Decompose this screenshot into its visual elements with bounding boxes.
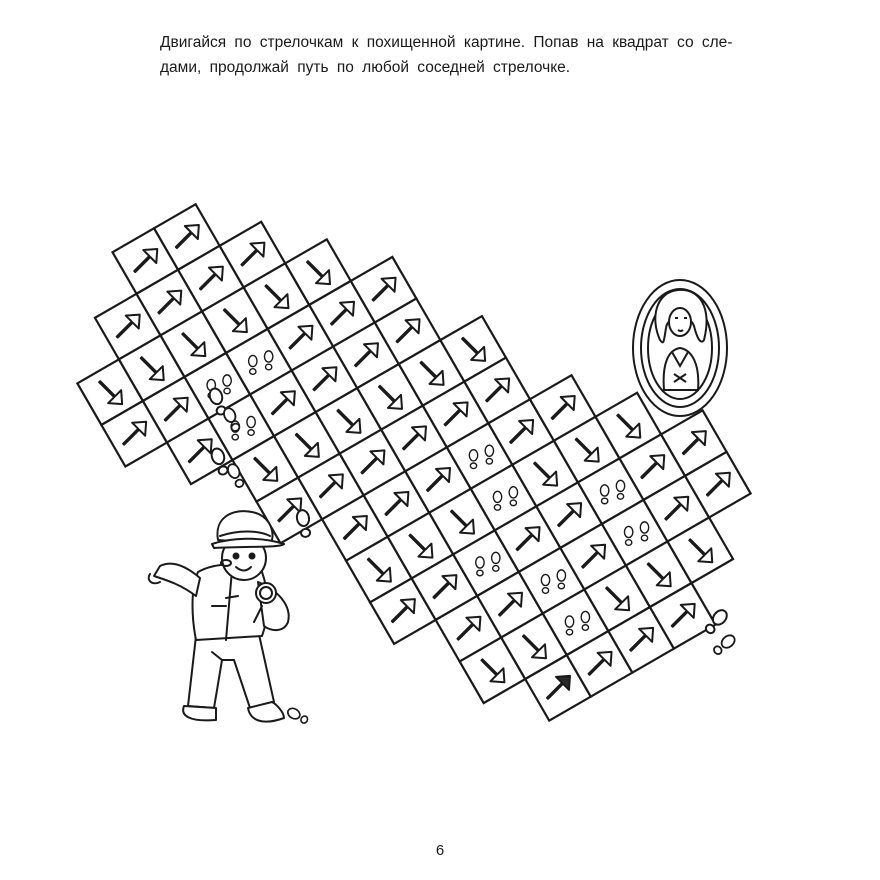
footprint-icon	[616, 480, 624, 499]
stolen-portrait	[633, 280, 727, 416]
footprint-icon	[493, 491, 501, 510]
footprint-icon	[223, 375, 231, 394]
footprint-icon	[249, 355, 257, 374]
footprint-icon	[565, 616, 573, 635]
footprint-icon	[581, 611, 589, 630]
footprint-icon	[485, 445, 493, 464]
footprint-icon	[541, 574, 549, 593]
footprint-icon	[469, 450, 477, 469]
page-number: 6	[435, 842, 445, 859]
footprint-icon	[600, 485, 608, 504]
instruction-line-2: дами, продолжай путь по любой соседней стрелочке.	[160, 59, 571, 76]
maze-grid	[29, 36, 798, 840]
footprint-icon	[247, 416, 255, 435]
instruction-line-1: Двигайся по стрелочкам к похищенной картине. Попав на квадрат со сле-	[160, 34, 733, 51]
footprint-icon	[712, 633, 738, 657]
footprint-icon	[264, 351, 272, 370]
footprint-icon	[492, 552, 500, 571]
footprint-icon	[509, 487, 517, 506]
footprint-icon	[624, 526, 632, 545]
detective-character	[149, 511, 289, 722]
footprint-icon	[640, 522, 648, 541]
footprint-icon	[557, 570, 565, 589]
footprint-icon	[286, 706, 310, 725]
footprint-icon	[476, 557, 484, 576]
